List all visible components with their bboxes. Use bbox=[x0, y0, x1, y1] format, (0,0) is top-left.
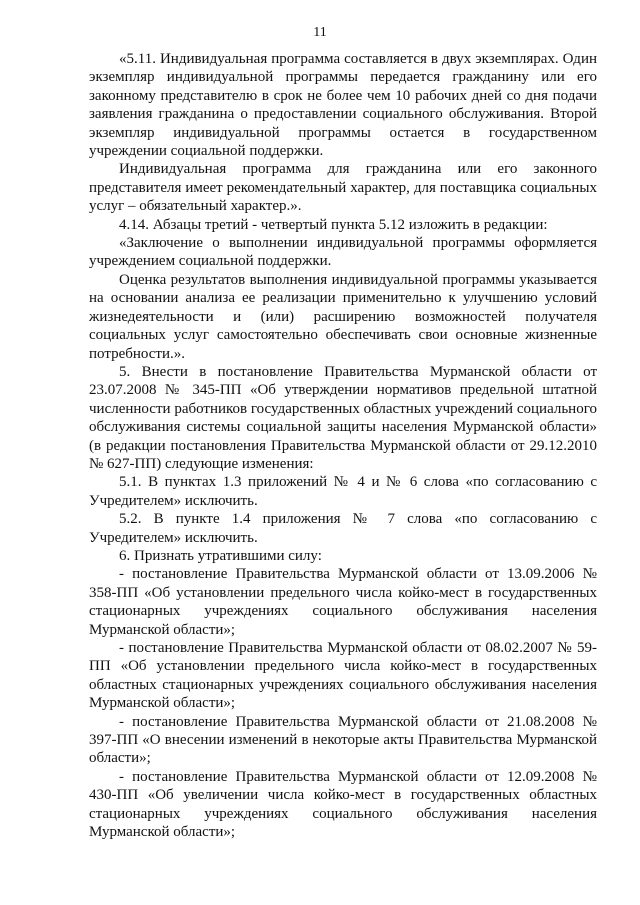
paragraph-5: 5. Внести в постановление Правительства Мурманской области от 23.07.2008 № 345-ПП «Об утверждении нормативов предельной штатной численности работников государственных областных учреждений социального обслуживания системы социальной защиты населения Мурманской области» (в редакции постановления Правительства Мурманской области от 29.12.2010 № 627-ПП) следующие изменения: bbox=[89, 363, 597, 472]
paragraph-evaluation: Оценка результатов выполнения индивидуальной программы указывается на основании анализа ее реализации применительно к улучшению условий жизнедеятельности и (или) расширению возможностей получателя социальных услуг самостоятельно обеспечивать свои основные жизненные потребности.». bbox=[89, 271, 597, 362]
list-item-decree-358: - постановление Правительства Мурманской области от 13.09.2006 № 358-ПП «Об установлении предельного числа койко-мест в государственных стационарных учреждениях социального обслуживания населения Мурманской области»; bbox=[89, 566, 597, 638]
page-number: 11 bbox=[313, 25, 327, 40]
paragraph-conclusion: «Заключение о выполнении индивидуальной программы оформляется учреждением социальной поддержки. bbox=[89, 235, 597, 270]
paragraph-6: 6. Признать утратившими силу: bbox=[119, 547, 322, 564]
list-item-decree-397: - постановление Правительства Мурманской области от 21.08.2008 № 397-ПП «О внесении изменений в некоторые акты Правительства Мурманской области»; bbox=[89, 713, 597, 767]
paragraph-5-11: «5.11. Индивидуальная программа составляется в двух экземплярах. Один экземпляр индивидуальной программы передается гражданину или его законному представителю в срок не более чем 10 рабочих дней со дня подачи заявления гражданина о предоставлении социального обслуживания. Второй экземпляр индивидуальной программы остается в государственном учреждении социальной поддержки. bbox=[89, 51, 597, 160]
paragraph-5-2: 5.2. В пункте 1.4 приложения № 7 слова «по согласованию с Учредителем» исключить. bbox=[89, 511, 597, 546]
list-item-decree-59: - постановление Правительства Мурманской области от 08.02.2007 № 59-ПП «Об установлении предельного числа койко-мест в государственных областных стационарных учреждениях социального обслуживания населения Мурманской области»; bbox=[89, 640, 597, 712]
list-item-decree-430: - постановление Правительства Мурманской области от 12.09.2008 № 430-ПП «Об увеличении числа койко-мест в государственных областных стационарных учреждениях социального обслуживания населения Мурманской области»; bbox=[89, 768, 597, 841]
paragraph-program-character: Индивидуальная программа для гражданина или его законного представителя имеет рекомендательный характер, для поставщика социальных услуг – обязательный характер.». bbox=[89, 161, 597, 215]
paragraph-4-14: 4.14. Абзацы третий - четвертый пункта 5.12 изложить в редакции: bbox=[119, 216, 548, 233]
document-body bbox=[89, 50, 597, 841]
paragraph-5-1: 5.1. В пунктах 1.3 приложений № 4 и № 6 слова «по согласованию с Учредителем» исключить. bbox=[89, 474, 597, 509]
